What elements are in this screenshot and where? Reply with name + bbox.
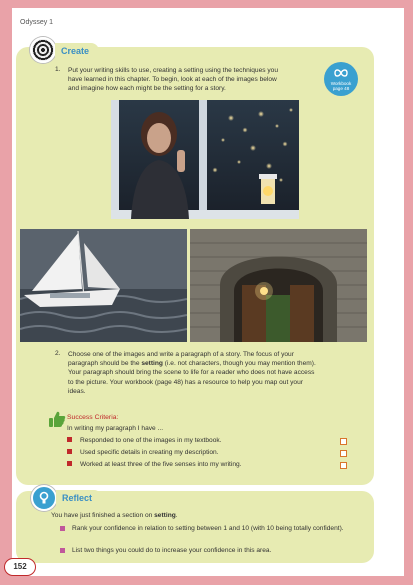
item2-line: paragraph should be the setting (i.e. not characters, though you may mention them).	[68, 360, 316, 368]
item1-line: and imagine how each might be the setting for a story.	[68, 85, 226, 93]
success-criteria-title: Success Criteria:	[67, 414, 119, 421]
workbook-label: Workbook	[330, 81, 352, 86]
reflect-item-text: List two things you could do to increase your confidence in this area.	[72, 547, 272, 554]
criteria-item	[67, 461, 242, 468]
workbook-badge[interactable]	[324, 62, 358, 96]
workbook-icon	[334, 68, 348, 78]
person-bulb-icon	[37, 491, 51, 505]
item2-text	[68, 350, 368, 396]
stone-archway-image	[190, 229, 367, 342]
item2-line: ideas.	[68, 387, 86, 395]
reflect-item-text: Rank your confidence in relation to setting between 1 and 10 (with 10 being totally confident).	[72, 525, 344, 532]
reflect-heading: Reflect	[56, 490, 102, 506]
item2-number: 2.	[55, 350, 61, 357]
criteria-checkbox[interactable]	[340, 462, 347, 469]
reflect-item	[72, 546, 362, 555]
book-title: Odyssey 1	[20, 19, 54, 26]
criteria-item	[67, 437, 222, 444]
create-heading: Create	[55, 43, 99, 59]
reflect-icon	[31, 485, 57, 511]
item1-text	[68, 66, 324, 94]
page-number: 152	[4, 558, 36, 576]
spiral-icon	[30, 37, 56, 63]
item2-line: to the picture. Your workbook (page 48) has a resource to help you map out your	[68, 378, 303, 386]
item1-line: have learned in this chapter. To begin, look at each of the images below	[68, 76, 277, 84]
workbook-page: page 48	[332, 86, 350, 91]
item1-number: 1.	[55, 66, 61, 73]
thumbs-up-icon	[48, 410, 66, 428]
criteria-text: Responded to one of the images in my textbook.	[80, 437, 222, 444]
criteria-item	[67, 449, 219, 456]
sailboat-image	[20, 229, 187, 342]
bold-setting-word: setting	[141, 360, 163, 368]
girl-window-image	[111, 100, 299, 219]
criteria-text: Worked at least three of the five senses into my writing.	[80, 461, 242, 468]
item2-line: Your paragraph should bring the scene to life for a reader who does not have access	[68, 369, 315, 377]
criteria-checkbox[interactable]	[340, 438, 347, 445]
reflect-intro	[51, 512, 178, 519]
reflect-item	[72, 524, 362, 533]
item2-line: Choose one of the images and write a paragraph of a story. The focus of your	[68, 351, 294, 358]
item1-line: Put your writing skills to use, creating a setting using the techniques you	[68, 67, 279, 74]
criteria-text: Used specific details in creating my description.	[80, 449, 219, 456]
criteria-checkbox[interactable]	[340, 450, 347, 457]
success-criteria-intro: In writing my paragraph I have ...	[67, 425, 164, 432]
reflect-intro-bold: setting	[154, 512, 176, 519]
reflect-intro-end: .	[175, 512, 178, 519]
reflect-intro-text: You have just finished a section on	[51, 512, 155, 519]
